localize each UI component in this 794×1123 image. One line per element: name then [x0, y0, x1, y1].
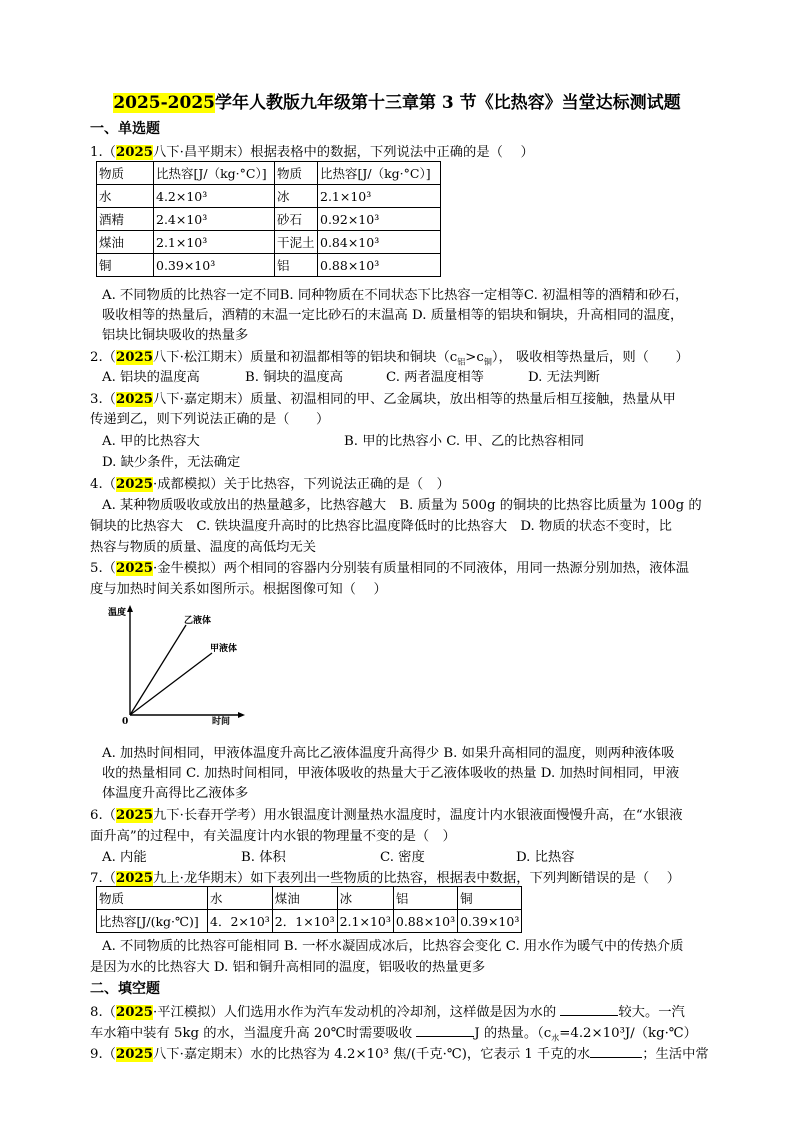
- table-header-row: 物质 比热容[J/（kg·°C）] 物质 比热容[J/（kg·°C）]: [97, 162, 441, 185]
- q4-option-line: A. 某种物质吸收或放出的热量越多，比热容越大 B. 质量为 500g 的铜块的比热容比质量为 100g 的: [102, 498, 702, 513]
- answer-blank[interactable]: [590, 1045, 642, 1058]
- section-fill-in: 二、填空题: [90, 981, 160, 997]
- q1-option-line: 铝块比铜块吸收的热量多: [102, 328, 249, 343]
- table-row: 煤油 2.1×10³ 干泥土 0.84×10³: [97, 231, 441, 254]
- year-tag: 2025: [115, 392, 153, 407]
- x-axis-arrow: [238, 712, 245, 718]
- table-header-row: 物质 水 煤油 冰 铝 铜: [97, 887, 522, 910]
- q3-option-bc: B. 甲的比热容小 C. 甲、乙的比热容相同: [344, 434, 585, 449]
- year-tag: 2025: [115, 561, 153, 576]
- q1-option-line: A. 不同物质的比热容一定不同B. 同种物质在不同状态下比热容一定相等C. 初温相等的酒精和砂石，: [102, 288, 689, 303]
- q4-option-line: 铜块的比热容大 C. 铁块温度升高时的比热容比温度降低时的比热容大 D. 物质的状态不变时，比: [90, 519, 672, 534]
- q1-option-line: 吸收相等的热量后，酒精的末温一定比砂石的末温高 D. 质量相等的铝块和铜块，升高相同的温度，: [102, 308, 684, 323]
- title-text: 学年人教版九年级第十三章第 3 节《比热容》当堂达标测试题: [215, 93, 681, 113]
- question-5-cont: 度与加热时间关系如图所示。根据图像可知（ ）: [90, 582, 387, 597]
- q6-option-c: C. 密度: [380, 850, 425, 865]
- answer-blank[interactable]: [560, 1003, 618, 1016]
- question-7: 7.（2025九上·龙华期末）如下表列出一些物质的比热容，根据表中数据，下列判断错误的是（ ）: [90, 871, 681, 886]
- origin-label: 0: [122, 717, 129, 725]
- year-tag: 2025: [115, 871, 153, 886]
- y-axis-arrow: [127, 605, 133, 612]
- x-axis-label: 时间: [212, 717, 231, 725]
- yi-liquid-label: 乙液体: [184, 616, 212, 626]
- q6-option-d: D. 比热容: [516, 850, 575, 865]
- table-row: 铜 0.39×10³ 铝 0.88×10³: [97, 254, 441, 277]
- line-jia-liquid: [130, 653, 212, 715]
- section-single-choice: 一、单选题: [90, 121, 160, 137]
- question-6: 6.（2025九下·长春开学考）用水银温度计测量热水温度时，温度计内水银液面慢慢升高，在“水银液: [90, 808, 683, 823]
- q2-option-c: C. 两者温度相等: [386, 370, 484, 385]
- year-tag: 2025: [115, 808, 153, 823]
- y-axis-label: 温度: [108, 608, 127, 618]
- q2-option-d: D. 无法判断: [528, 370, 600, 385]
- q6-option-b: B. 体积: [241, 850, 286, 865]
- question-4: 4.（2025·成都模拟）关于比热容，下列说法正确的是（ ）: [90, 477, 450, 492]
- jia-liquid-label: 甲液体: [210, 644, 238, 654]
- q4-option-line: 热容与物质的质量、温度的高低均无关: [90, 540, 317, 555]
- table-row: 水 4.2×10³ 冰 2.1×10³: [97, 185, 441, 208]
- q7-option-line: A. 不同物质的比热容可能相同 B. 一杯水凝固成冰后，比热容会变化 C. 用水作为暖气中的传热介质: [102, 939, 684, 954]
- q3-option-a: A. 甲的比热容大: [102, 434, 200, 449]
- q6-option-a: A. 内能: [102, 850, 147, 865]
- question-1: 1.（2025八下·昌平期末）根据表格中的数据，下列说法中正确的是（ ）: [90, 145, 534, 160]
- specific-heat-table-1: [96, 161, 441, 277]
- question-8: 8.（2025·平江模拟）人们选用水作为汽车发动机的冷却剂，这样做是因为水的 较大。一汽: [90, 1005, 685, 1020]
- temperature-time-graph: [108, 603, 248, 725]
- question-3: 3.（2025八下·嘉定期末）质量、初温相同的甲、乙金属块，放出相等的热量后相互接触，热量从甲: [90, 392, 676, 407]
- question-9: 9.（2025八下·嘉定期末）水的比热容为 4.2×10³ 焦/(千克·℃)，它表示 1 千克的水 ；生活中常: [90, 1047, 709, 1062]
- table-row: 酒精 2.4×10³ 砂石 0.92×10³: [97, 208, 441, 231]
- title-year: 2025-2025: [113, 93, 215, 113]
- question-3-cont: 传递到乙，则下列说法正确的是（ ）: [90, 412, 330, 427]
- year-tag: 2025: [115, 350, 153, 365]
- year-tag: 2025: [115, 1005, 153, 1020]
- year-tag: 2025: [115, 1047, 153, 1062]
- q2-option-a: A. 铝块的温度高: [102, 370, 200, 385]
- q5-option-line: A. 加热时间相同，甲液体温度升高比乙液体温度升高得少 B. 如果升高相同的温度，则两种液体吸: [102, 746, 675, 761]
- question-2: 2.（2025八下·松江期末）质量和初温都相等的铝块和铜块$(c_铝>c_铜)$， 吸收相等热量后，则（ ）: [90, 350, 689, 367]
- q5-option-line: 收的热量相同 C. 加热时间相同，甲液体吸收的热量大于乙液体吸收的热量 D. 加热时间相同，甲液: [102, 766, 680, 781]
- answer-blank[interactable]: [416, 1024, 474, 1037]
- page-title: [0, 88, 794, 113]
- q5-option-line: 体温度升高得比乙液体多: [102, 786, 249, 801]
- question-8-cont: 车水箱中装有 5kg 的水，当温度升高 20℃时需要吸收 J 的热量。（$c_水=4.2\times 10^3J/(kg\cdot℃)$: [90, 1026, 697, 1043]
- question-5: 5.（2025·金牛模拟）两个相同的容器内分别装有质量相同的不同液体，用同一热源分别加热，液体温: [90, 561, 690, 576]
- line-yi-liquid: [130, 625, 186, 715]
- q7-option-line: 是因为水的比热容大 D. 铝和铜升高相同的温度，铝吸收的热量更多: [90, 960, 486, 975]
- table-row: 比热容[J/(kg·℃)] 4．2×10³ 2．1×10³ 2.1×10³ 0.88×10³ 0.39×10³: [97, 910, 522, 933]
- question-6-cont: 面升高”的过程中，有关温度计内水银的物理量不变的是（ ）: [90, 829, 456, 844]
- year-tag: 2025: [115, 145, 153, 160]
- specific-heat-table-2: [96, 886, 522, 933]
- year-tag: 2025: [115, 477, 153, 492]
- q2-option-b: B. 铜块的温度高: [245, 370, 344, 385]
- q3-option-d: D. 缺少条件，无法确定: [102, 455, 241, 470]
